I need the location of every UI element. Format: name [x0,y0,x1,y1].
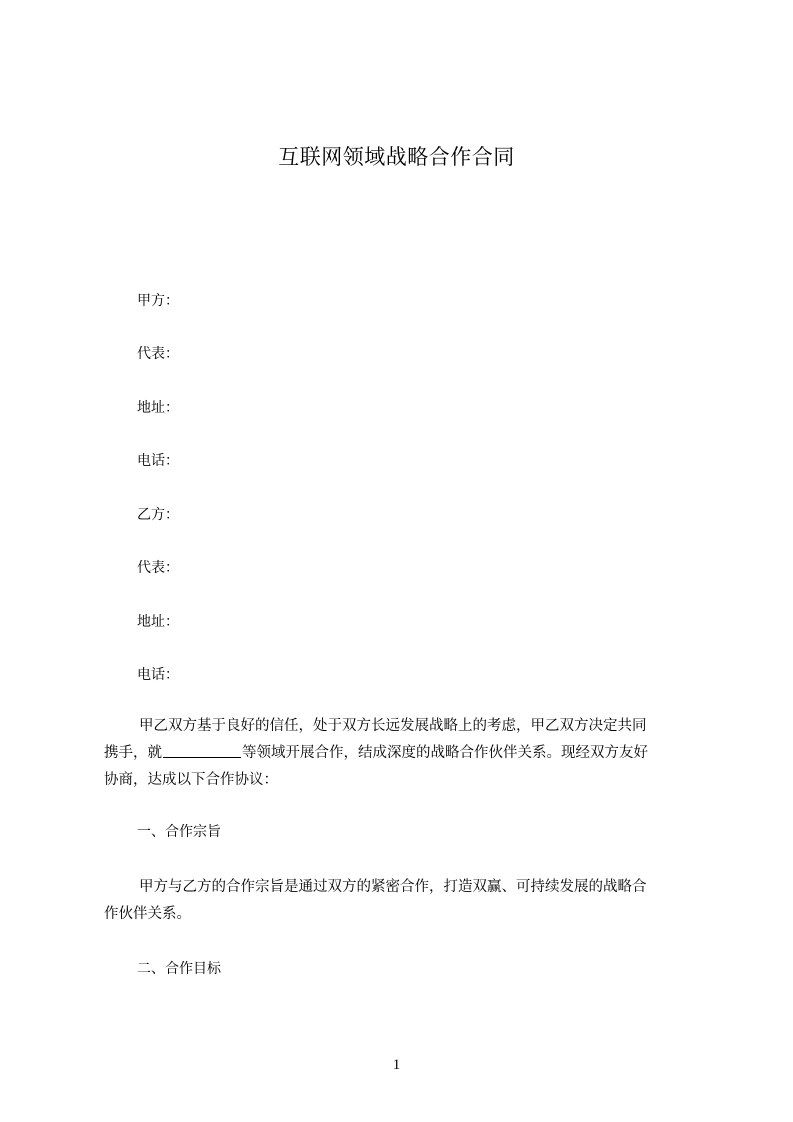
fill-in-blank [163,743,241,758]
section-1-heading: 一、合作宗旨 [137,824,221,840]
party-a-rep-label: 代表： [137,346,179,362]
party-a-address-label: 地址： [137,400,179,416]
intro-line-2-after: 等领域开展合作，结成深度的战略合作伙伴关系。现经双方友好 [242,745,648,761]
intro-line-3: 协商，达成以下合作协议： [104,772,278,788]
intro-line-1: 甲乙双方基于良好的信任，处于双方长远发展战略上的考虑，甲乙双方决定共同 [139,718,647,734]
party-b-rep-label: 代表： [137,560,179,576]
intro-line-2-before: 携手，就 [104,745,162,761]
section-1-line-2: 作伙伴关系。 [104,906,191,922]
section-1-paragraph [104,874,704,928]
intro-line-2 [104,740,704,767]
section-2-heading: 二、合作目标 [137,961,221,977]
intro-paragraph [104,713,704,794]
section-1-line-1: 甲方与乙方的合作宗旨是通过双方的紧密合作，打造双赢、可持续发展的战略合 [139,879,647,895]
party-b-address-label: 地址： [137,614,179,630]
party-a-label: 甲方： [137,293,179,309]
party-b-label: 乙方： [137,507,179,523]
party-a-phone-label: 电话： [137,453,179,469]
party-b-phone-label: 电话： [137,667,179,683]
page-number: 1 [392,1057,401,1073]
document-title: 互联网领域战略合作合同 [278,145,515,169]
